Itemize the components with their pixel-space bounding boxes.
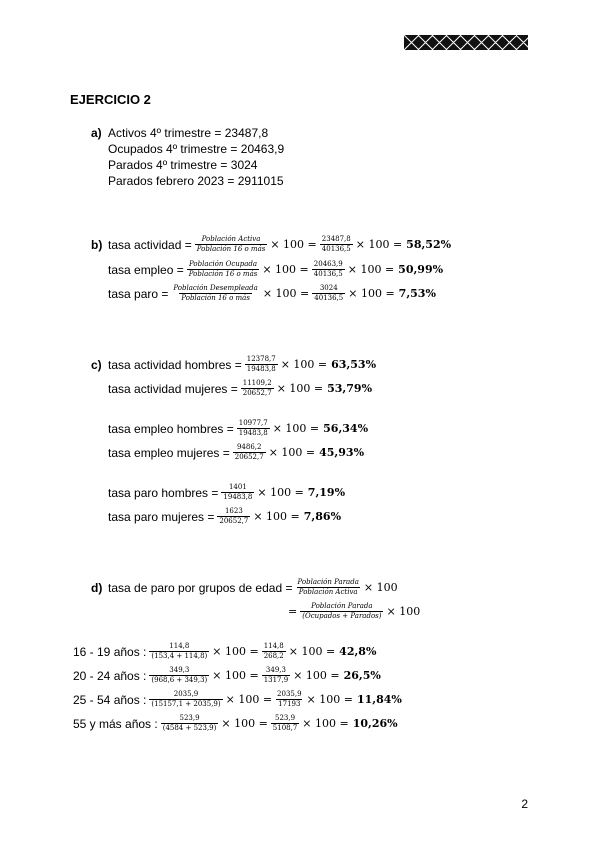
times: × 100 = xyxy=(257,486,304,499)
b-row xyxy=(108,260,443,279)
age-group-row xyxy=(73,666,381,685)
b-name: tasa actividad = xyxy=(108,237,192,252)
b-formula-fraction xyxy=(187,260,260,279)
c-row xyxy=(108,483,345,502)
result: 50,99% xyxy=(398,263,444,276)
redaction-pattern xyxy=(404,35,528,50)
age-group-name: 16 - 19 años : xyxy=(73,644,147,659)
denominator: Población 16 o más xyxy=(196,245,266,253)
denominator: (4584 + 523,9) xyxy=(162,724,217,732)
label-d: d) xyxy=(91,581,103,595)
numerator: Población Parada xyxy=(311,602,373,610)
times: × 100 = xyxy=(302,717,349,730)
a-line: Parados febrero 2023 = 2911015 xyxy=(108,174,284,188)
b-formula-fraction xyxy=(195,235,268,254)
numerator: 3024 xyxy=(319,284,338,292)
age-fraction xyxy=(149,642,209,661)
denominator: Población 16 o más xyxy=(181,294,250,302)
age-fraction xyxy=(149,666,209,685)
numerator: Población Parada xyxy=(297,578,359,586)
a-line: Parados 4º trimestre = 3024 xyxy=(108,158,258,172)
denominator: (968,6 + 349,3) xyxy=(151,676,208,684)
denominator: 20652,7 xyxy=(242,389,272,397)
b-value-fraction xyxy=(320,235,353,254)
c-fraction xyxy=(245,355,278,374)
times: × 100 = xyxy=(212,669,259,682)
age-fraction xyxy=(262,642,286,661)
c-row xyxy=(108,355,376,374)
times: × 100 = xyxy=(212,645,259,658)
c-name: tasa empleo mujeres = xyxy=(108,445,230,460)
denominator: 19483,8 xyxy=(246,365,276,373)
b-name: tasa empleo = xyxy=(108,262,184,277)
c-name: tasa actividad hombres = xyxy=(108,357,242,372)
times: × 100 = xyxy=(221,717,268,730)
numerator: 2035,9 xyxy=(173,690,199,698)
times: × 100 = xyxy=(225,693,273,706)
b-value-fraction xyxy=(312,260,345,279)
result: 7,53% xyxy=(398,287,436,300)
numerator: 10977,7 xyxy=(238,419,268,427)
times: × 100 = xyxy=(347,263,395,276)
c-fraction xyxy=(237,419,270,438)
times: × 100 = xyxy=(306,693,353,706)
d-name: tasa de paro por grupos de edad = xyxy=(108,580,293,595)
d-formula-fraction xyxy=(300,602,383,621)
numerator: 523,9 xyxy=(275,714,296,722)
denominator: 20652,7 xyxy=(219,517,249,525)
denominator: Población Activa xyxy=(298,588,358,596)
times: × 100 = xyxy=(293,669,340,682)
d-definition-row xyxy=(108,578,398,597)
times: × 100 = xyxy=(276,382,324,395)
b-row xyxy=(108,284,436,303)
a-line: Activos 4º trimestre = 23487,8 xyxy=(108,126,269,140)
a-line: Ocupados 4º trimestre = 20463,9 xyxy=(108,142,285,156)
times: × 100 = xyxy=(268,446,316,459)
label-a: a) xyxy=(91,126,102,140)
c-name: tasa empleo hombres = xyxy=(108,421,234,436)
numerator: 2035,9 xyxy=(277,690,302,698)
page-number: 2 xyxy=(521,797,528,811)
numerator: 114,8 xyxy=(169,642,190,650)
result: 10,26% xyxy=(352,717,398,730)
redaction-text xyxy=(404,35,410,36)
numerator: 1623 xyxy=(224,507,243,515)
result: 11,84% xyxy=(356,693,402,706)
numerator: 114,8 xyxy=(263,642,284,650)
denominator: 17193 xyxy=(278,700,301,708)
denominator: (15157,1 + 2035,9) xyxy=(151,700,221,708)
result: 53,79% xyxy=(327,382,373,395)
numerator: 1401 xyxy=(228,483,247,491)
label-b: b) xyxy=(91,238,103,252)
numerator: Población Ocupada xyxy=(188,260,258,268)
c-fraction xyxy=(217,507,250,526)
numerator: 349,3 xyxy=(169,666,190,674)
result: 26,5% xyxy=(343,669,381,682)
denominator: (153,4 + 114,8) xyxy=(151,652,208,660)
times: × 100 = xyxy=(348,287,395,300)
d-definition-row xyxy=(288,602,420,621)
c-row xyxy=(108,419,368,438)
denominator: 40136,5 xyxy=(314,294,344,302)
c-row xyxy=(108,507,341,526)
times: × 100 = xyxy=(280,358,328,371)
times: × 100 = xyxy=(270,238,317,251)
c-fraction xyxy=(241,379,274,398)
denominator: Población 16 o más xyxy=(188,270,258,278)
numerator: Población Activa xyxy=(201,235,261,243)
times: × 100 = xyxy=(272,422,320,435)
age-fraction xyxy=(149,690,222,709)
denominator: 40136,5 xyxy=(321,245,351,253)
age-fraction xyxy=(161,714,219,733)
denominator: 19483,8 xyxy=(223,493,253,501)
denominator: 20652,7 xyxy=(234,453,264,461)
denominator: 268,2 xyxy=(263,652,284,660)
times: × 100 = xyxy=(288,645,336,658)
c-name: tasa actividad mujeres = xyxy=(108,381,238,396)
age-group-name: 20 - 24 años : xyxy=(73,668,147,683)
numerator: 349,3 xyxy=(265,666,286,674)
denominator: 40136,5 xyxy=(313,270,343,278)
d-formula-fraction xyxy=(295,578,360,597)
age-fraction xyxy=(275,690,304,709)
times: × 100 = xyxy=(262,287,310,300)
times: × 100 xyxy=(386,605,421,618)
redacted-header xyxy=(404,35,528,50)
denominator: (Ocupados + Parados) xyxy=(302,612,382,620)
b-row xyxy=(108,235,451,254)
result: 7,19% xyxy=(307,486,346,499)
denominator: 19483,8 xyxy=(238,429,268,437)
times: × 100 xyxy=(363,581,398,594)
c-name: tasa paro hombres = xyxy=(108,485,219,500)
c-fraction xyxy=(233,443,266,462)
equals: = xyxy=(288,605,298,618)
result: 42,8% xyxy=(339,645,377,658)
numerator: 23487,8 xyxy=(321,235,351,243)
result: 7,86% xyxy=(303,510,342,523)
denominator: 5108,7 xyxy=(272,724,298,732)
age-fraction xyxy=(262,666,291,685)
age-fraction xyxy=(271,714,300,733)
age-group-row xyxy=(73,642,376,661)
age-group-row xyxy=(73,714,398,733)
age-group-name: 55 y más años : xyxy=(73,716,158,731)
age-group-row xyxy=(73,690,402,709)
c-name: tasa paro mujeres = xyxy=(108,509,215,524)
c-row xyxy=(108,443,364,462)
exercise-title: EJERCICIO 2 xyxy=(70,92,151,107)
label-c: c) xyxy=(91,358,102,372)
b-value-fraction xyxy=(312,284,345,303)
times: × 100 = xyxy=(355,238,403,251)
result: 58,52% xyxy=(406,238,452,251)
numerator: 523,9 xyxy=(179,714,200,722)
c-fraction xyxy=(221,483,254,502)
b-formula-fraction xyxy=(171,284,259,303)
numerator: Población Desempleada xyxy=(173,284,258,292)
denominator: 1317,9 xyxy=(263,676,289,684)
b-name: tasa paro = xyxy=(108,286,169,301)
times: × 100 = xyxy=(253,510,300,523)
times: × 100 = xyxy=(262,263,309,276)
result: 45,93% xyxy=(319,446,365,459)
result: 63,53% xyxy=(331,358,377,371)
numerator: 9486,2 xyxy=(236,443,262,451)
result: 56,34% xyxy=(323,422,369,435)
numerator: 11109,2 xyxy=(242,379,272,387)
c-row xyxy=(108,379,372,398)
numerator: 20463,9 xyxy=(313,260,343,268)
numerator: 12378,7 xyxy=(246,355,276,363)
age-group-name: 25 - 54 años : xyxy=(73,692,147,707)
